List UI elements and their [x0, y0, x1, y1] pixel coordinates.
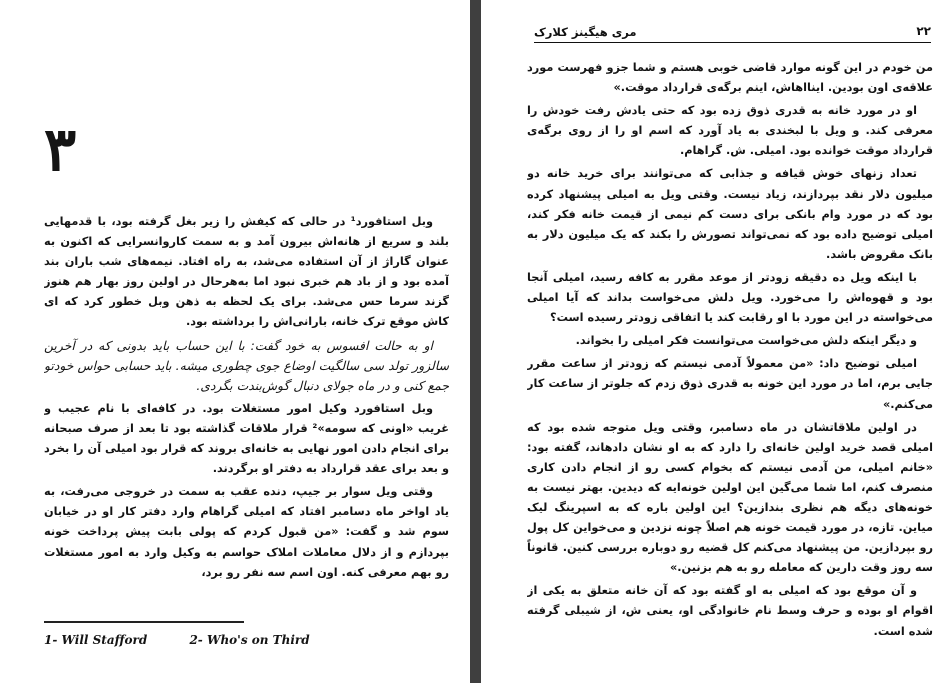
paragraph: در اولین ملاقاتشان در ماه دسامبر، وقتی ویل متوجه شده بود که امیلی قصد خرید اولین خانه‌ای را دارد که به او نشان دادهاند، گفته بود: «خانم امیلی، من آدمی نیستم که بخوام کسی رو از انجام دادن کاری منصرف کنم، اما شما می‌گین این اولین خونه‌ایه که دیدین. بهتر نیست به خونه‌های دیگه هم نظری بندازین؟ این اولین باره که به اسپرینگ لیک میاین. تازه، در مورد قیمت خونه هم اصلاً چونه نزدین و می‌خواین کل پول رو بپردازین. من پیشنهاد می‌کنم کل قضیه رو دوباره بررسی کنین. قانوناً سه روز وقت دارین که معامله رو به هم بزنین.»: [527, 420, 933, 575]
paragraph: و آن موقع بود که امیلی به او گفته بود که آن خانه متعلق به یکی از اقوام او بوده و حرف وسط نام خانوادگی او، یعنی ش، از شیبلی گرفته شده است.: [527, 584, 933, 638]
paragraph: وقتی ویل سوار بر جیپ، دنده عقب به سمت در خروجی می‌رفت، به یاد اواخر ماه دسامبر افتاد که امیلی گراهام وارد دفتر کار او در خیابان سوم شد و گفت: «من قبول کردم که پولی بابت پیش پرداخت خونه بپردازم و از دلال معاملات املاک حواسم به وکیل وارد به امور مستغلات رو بهم معرفی کنه. اون اسم سه نفر رو برد،: [44, 485, 449, 579]
paragraph: و دیگر اینکه دلش می‌خواست می‌توانست فکر امیلی را بخواند.: [575, 334, 917, 348]
paragraph: من خودم در این گونه موارد قاضی خوبی هستم و شما جزو فهرست مورد علاقه‌ی اون بودین. اینااهاش، اینم برگه‌ی قرارداد موقت.»: [527, 61, 933, 95]
paragraph: او در مورد خانه به قدری ذوق زده بود که حتی یادش رفت خودش را معرفی کند. و ویل با لبخندی به یاد آورد که اسم او را از روی برگه‌ی قرارداد موقت خوانده بود. امیلی. ش. گراهام.: [527, 104, 933, 158]
left-page: [0, 0, 470, 683]
right-body-text: [527, 58, 933, 678]
left-body-text: [44, 212, 449, 608]
paragraph: تعداد زنهای خوش قیافه و جذابی که می‌توانند برای خرید خانه دو میلیون دلار نقد بپردازند، زیاد نیست. وقتی ویل به امیلی پیشنهاد کرده بود که در مورد وام بانکی برای دست کم نیمی از قیمت خانه فکر کند، امیلی توضیح داده بود که نمی‌تواند تصورش را بکند که یک میلیون دلار به بانک مقروض باشد.: [527, 167, 933, 261]
paragraph: وبل استافورد¹ در حالی که کیفش را زیر بغل گرفته بود، با قدمهایی بلند و سریع از هانه‌اش بیرون آمد و به سمت کاروانسرایی که اکنون به عنوان گاراژ از آن استفاده می‌شد، به راه افتاد. نیمه‌های شب باران بند آمده بود و از باد هم خبری نبود اما به‌هرحال در اولین روز بهار هم هنوز گزند سرما حس می‌شد. برای یک لحظه به ذهن وبل خطور کرد که ای کاش موقع ترک خانه، بارانی‌اش را برداشته بود.: [44, 215, 449, 329]
paragraph: با اینکه ویل ده دقیقه زودتر از موعد مقرر به کافه رسید، امیلی آنجا بود و قهوه‌اش را می‌خورد. ویل دلش می‌خواست بداند که آیا امیلی می‌خواسته در این مورد با او رقابت کند یا اتفاقی زودتر رسیده است؟: [527, 270, 933, 325]
page-number: ۲۲: [916, 24, 931, 38]
paragraph: امیلی توضیح داد: «من معمولاً آدمی نیستم که زودتر از ساعت مقرر جایی برم، اما در مورد این خونه به قدری ذوق زدم که جلوتر از ساعت کار می‌کنم.»: [527, 357, 933, 411]
running-title: مری هیگینز کلارک: [534, 25, 637, 39]
footnotes: [44, 633, 464, 647]
paragraph-italic-thought: او به حالت افسوس به خود گفت: با این حساب باید بدونی که در آخرین سالزور تولد سی سالگیت اوضاع جوی چطوری میشه. باید حسابی حواس خودتو جمع کنی و در ماه جولای دنبال گوش‌بندت بگردی.: [44, 337, 449, 393]
running-header: [534, 24, 931, 43]
chapter-number: ۳: [44, 115, 77, 185]
footnote-1: 1- Will Stafford: [44, 633, 148, 647]
paragraph: وبل استافورد وکیل امور مستغلات بود. در کافه‌ای با نام عجیب و غریب «اونی که سومه»² قرار ملاقات گذاشته بود تا بعد از صرف صبحانه برای انجام دادن امور نهایی به خانه‌ای بروند که قرار بود امیلی آن را بخرد و بعد برای عقد قرارداد به دفتر او برگردند.: [44, 401, 449, 476]
book-gutter: [470, 0, 481, 683]
footnote-rule: [44, 621, 244, 623]
footnote-2: 2- Who's on Third: [189, 633, 310, 647]
